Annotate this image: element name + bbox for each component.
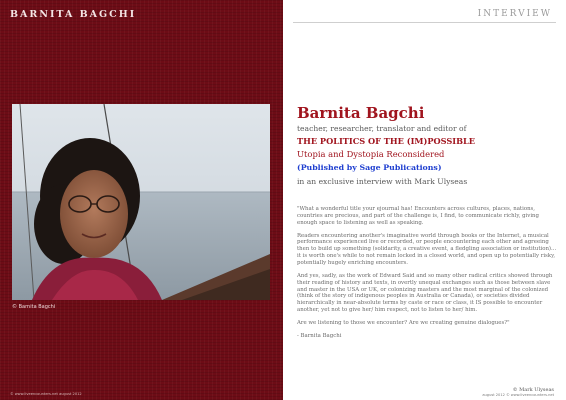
body-paragraph: Readers encountering another's imaginative world through books or the Internet, a musical performance experienced live or recorded, or people encountering each other and agreeing then to build up something (solidarity, a creative event, a fledgling association or institution)... it is worth one's while to not remain locked in a closed world, and open up to potentially risky, potentially hugely enriching encounters. bbox=[297, 232, 557, 267]
footer-copyright-right bbox=[482, 387, 554, 397]
body-paragraph: And yes, sadly, as the work of Edward Said and so many other radical critics showed through their reading of history and texts, in overtly unequal exchanges such as those between slave and master in the USA or UK, or colonizing masters and the most marginal of the colonized (think of the story of indigenous peoples in Australia or Canada), or societies divided hierarchically in near-absolute terms by caste or race or class, it IS possible to encounter another, yet not to give her/ him respect, not to listen to her/ him. bbox=[297, 272, 553, 314]
body-paragraph: "What a wonderful title your ejournal has! Encounters across cultures, places, nations, countries are precious, and part of the challenge is, I find, to communicate richly, giving enough space to listening as well as speaking. bbox=[297, 206, 539, 226]
article-body bbox=[297, 206, 559, 346]
footer-copyright-left: © www.liveencounters.net august 2012 bbox=[10, 392, 82, 396]
right-panel bbox=[283, 0, 566, 400]
signature-line: - Barnita Bagchi bbox=[297, 332, 342, 339]
body-paragraph: Are we listening to those we encounter? Are we creating genuine dialogues?" bbox=[297, 320, 510, 327]
portrait-photo bbox=[12, 104, 270, 300]
photo-credit: © Barnita Bagchi bbox=[12, 304, 56, 310]
book-title: THE POLITICS OF THE (IM)POSSIBLE bbox=[297, 136, 476, 146]
interviewee-role: teacher, researcher, translator and editor of bbox=[297, 124, 467, 133]
brand-header: BARNITA BAGCHI bbox=[10, 9, 137, 20]
interviewee-name: Barnita Bagchi bbox=[297, 104, 425, 122]
header-divider bbox=[293, 22, 556, 23]
section-label: INTERVIEW bbox=[477, 9, 552, 19]
footer-site: august 2012 © www.liveencounters.net bbox=[482, 392, 554, 397]
interview-intro: in an exclusive interview with Mark Ulyseas bbox=[297, 177, 468, 186]
footer-author: © Mark Ulyseas bbox=[512, 386, 554, 393]
publisher-note: (Published by Sage Publications) bbox=[297, 163, 442, 172]
book-subtitle: Utopia and Dystopia Reconsidered bbox=[297, 149, 445, 159]
